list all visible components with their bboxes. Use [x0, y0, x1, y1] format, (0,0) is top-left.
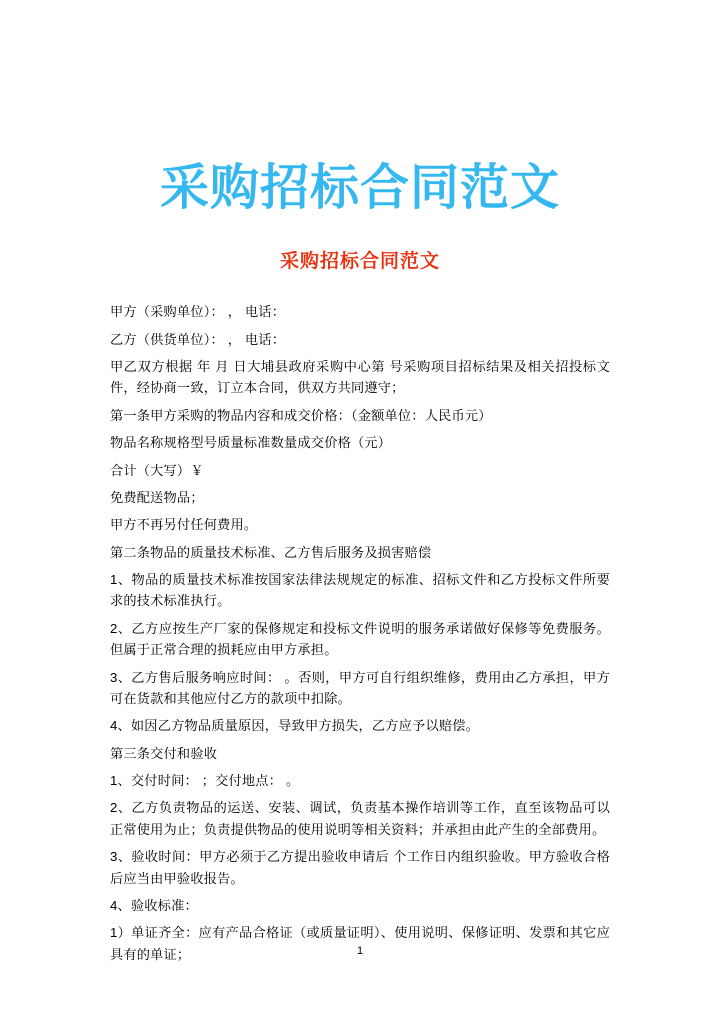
- paragraph: 1）单证齐全：应有产品合格证（或质量证明）、使用说明、保修证明、发票和其它应具有的单证；: [110, 925, 610, 962]
- paragraph: 3、验收时间：甲方必须于乙方提出验收申请后 个工作日内组织验收。甲方验收合格后应当由甲验收报告。: [110, 849, 610, 886]
- paragraph: 2、乙方应按生产厂家的保修规定和投标文件说明的服务承诺做好保修等免费服务。但属于正常合理的损耗应由甲方承担。: [110, 620, 610, 658]
- paragraph: 第二条物品的质量技术标准、乙方售后服务及损害赔偿: [110, 544, 432, 560]
- page-number: 1: [356, 945, 364, 957]
- paragraph: 第一条甲方采购的物品内容和成交价格：（金额单位：人民币元）: [110, 407, 492, 423]
- document-body: [110, 301, 610, 965]
- paragraph: 合计（大写）￥: [110, 462, 204, 478]
- paragraph: 4、如因乙方物品质量原因，导致甲方损失，乙方应予以赔偿。: [110, 718, 479, 734]
- paragraph: 第三条交付和验收: [110, 745, 218, 761]
- paragraph: 乙方（供货单位）： ， 电话：: [110, 331, 286, 347]
- paragraph: 甲乙双方根据 年 月 日大埔县政府采购中心第 号采购项目招标结果及相关招投标文件，经协商一致，订立本合同，供双方共同遵守；: [110, 359, 610, 396]
- paragraph: 3、乙方售后服务响应时间： 。否则，甲方可自行组织维修，费用由乙方承担，甲方可在货款和其他应付乙方的款项中扣除。: [110, 669, 610, 706]
- paragraph: 物品名称规格型号质量标准数量成交价格（元）: [110, 435, 392, 451]
- paragraph: 甲方（采购单位）： ， 电话：: [110, 304, 286, 320]
- page-title: 采购招标合同范文: [159, 161, 560, 215]
- paragraph: 免费配送物品；: [110, 489, 204, 505]
- paragraph: 1、交付时间： ；交付地点： 。: [110, 773, 300, 789]
- paragraph: 甲方不再另付任何费用。: [110, 517, 258, 533]
- paragraph: 2、乙方负责物品的运送、安装、调试，负责基本操作培训等工作，直至该物品可以正常使用为止；负责提供物品的使用说明等相关资料；并承担由此产生的全部费用。: [110, 800, 610, 837]
- paragraph: 4、验收标准：: [110, 897, 198, 913]
- paragraph: 1、物品的质量技术标准按国家法律法规规定的标准、招标文件和乙方投标文件所要求的技术标准执行。: [110, 572, 610, 609]
- document-subtitle: 采购招标合同范文: [279, 251, 440, 273]
